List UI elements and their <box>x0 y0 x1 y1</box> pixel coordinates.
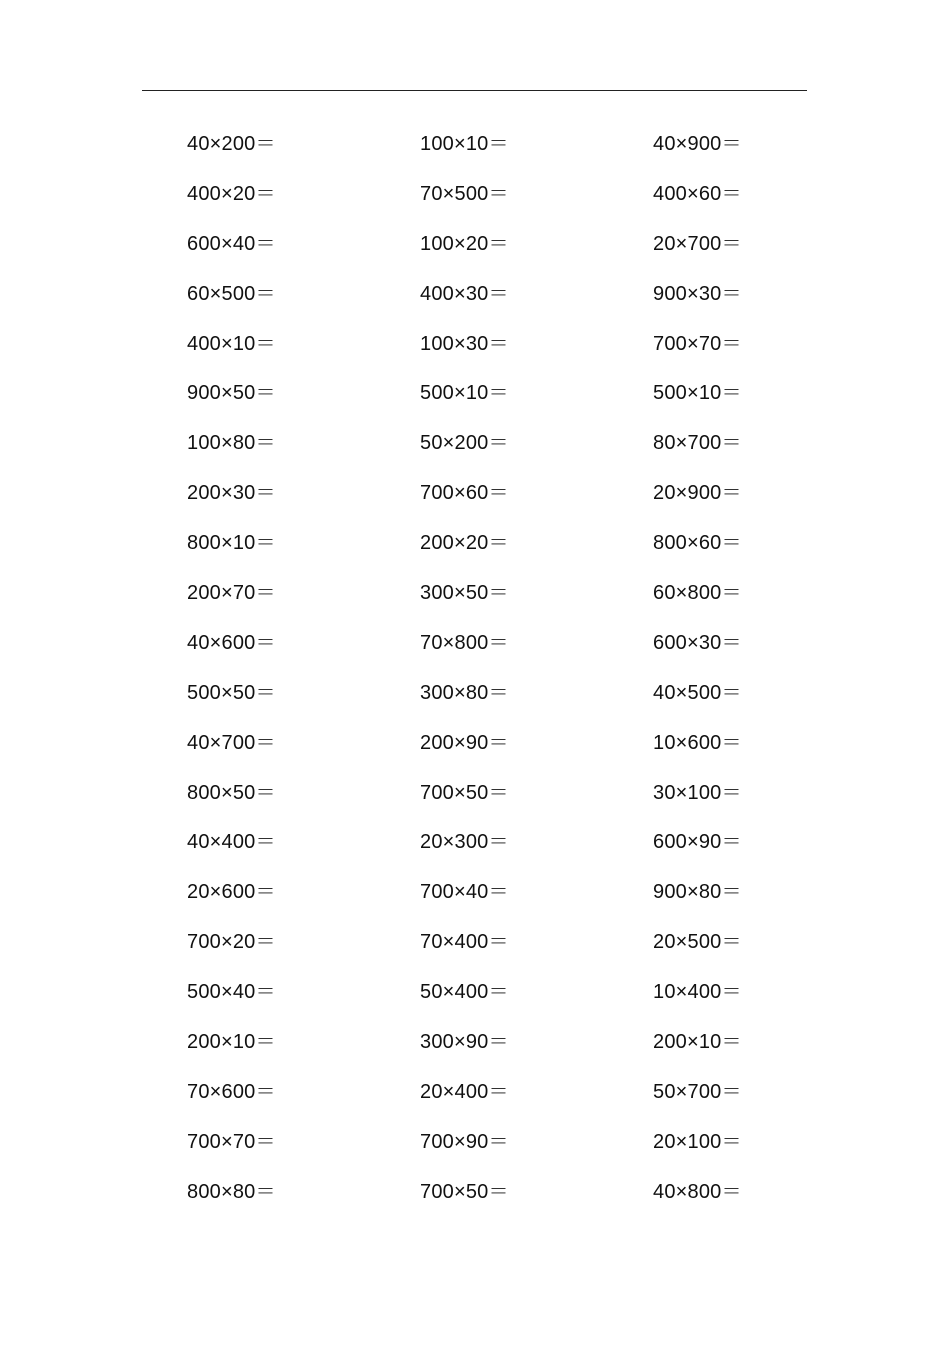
multiplication-problem: 40×500＝ <box>653 681 742 704</box>
multiplication-problem: 50×700＝ <box>653 1080 742 1103</box>
multiplication-problem: 500×50＝ <box>187 681 276 704</box>
multiplication-problem: 700×60＝ <box>420 482 509 505</box>
multiplication-problem: 800×50＝ <box>187 781 276 804</box>
multiplication-problem: 400×30＝ <box>420 282 509 305</box>
multiplication-problem: 800×60＝ <box>653 532 742 555</box>
multiplication-problem: 20×600＝ <box>187 881 276 904</box>
problem-row <box>187 1179 807 1229</box>
multiplication-problem: 40×600＝ <box>187 631 276 654</box>
multiplication-problem: 500×40＝ <box>187 981 276 1004</box>
multiplication-problem: 70×600＝ <box>187 1080 276 1103</box>
multiplication-problem: 700×50＝ <box>420 1180 509 1203</box>
multiplication-problem: 40×700＝ <box>187 731 276 754</box>
multiplication-problem: 700×50＝ <box>420 781 509 804</box>
multiplication-problem: 600×40＝ <box>187 232 276 255</box>
multiplication-problem: 900×50＝ <box>187 382 276 405</box>
multiplication-problem: 200×10＝ <box>653 1031 742 1054</box>
multiplication-problem: 300×50＝ <box>420 582 509 605</box>
multiplication-problem: 200×20＝ <box>420 532 509 555</box>
problem-row <box>187 979 807 1029</box>
multiplication-problem: 300×80＝ <box>420 681 509 704</box>
problem-row <box>187 1029 807 1079</box>
multiplication-problem: 800×80＝ <box>187 1180 276 1203</box>
problem-row <box>187 480 807 530</box>
multiplication-problem: 200×90＝ <box>420 731 509 754</box>
problem-row <box>187 580 807 630</box>
multiplication-problem: 100×20＝ <box>420 232 509 255</box>
multiplication-problem: 600×30＝ <box>653 631 742 654</box>
multiplication-problem: 20×900＝ <box>653 482 742 505</box>
multiplication-problem: 20×500＝ <box>653 931 742 954</box>
multiplication-problem: 500×10＝ <box>420 382 509 405</box>
multiplication-problem: 700×40＝ <box>420 881 509 904</box>
multiplication-problem: 40×900＝ <box>653 133 742 155</box>
multiplication-problem: 900×30＝ <box>653 282 742 305</box>
multiplication-problem: 20×400＝ <box>420 1080 509 1103</box>
multiplication-problem: 20×300＝ <box>420 831 509 854</box>
multiplication-problem: 30×100＝ <box>653 781 742 804</box>
problem-row <box>187 430 807 480</box>
multiplication-problem: 700×70＝ <box>187 1130 276 1153</box>
multiplication-problem: 60×500＝ <box>187 282 276 305</box>
problem-row <box>187 131 807 181</box>
multiplication-problem: 80×700＝ <box>653 432 742 455</box>
problem-row <box>187 530 807 580</box>
multiplication-problem: 10×400＝ <box>653 981 742 1004</box>
multiplication-problem: 70×500＝ <box>420 182 509 205</box>
multiplication-problem: 100×10＝ <box>420 133 509 155</box>
multiplication-problem: 200×70＝ <box>187 582 276 605</box>
problem-row <box>187 181 807 231</box>
problem-row <box>187 380 807 430</box>
problem-row <box>187 1079 807 1129</box>
problem-row <box>187 780 807 830</box>
multiplication-problem: 100×30＝ <box>420 332 509 355</box>
multiplication-problem: 20×700＝ <box>653 232 742 255</box>
multiplication-problem: 200×30＝ <box>187 482 276 505</box>
problem-grid <box>187 131 807 1229</box>
problem-row <box>187 331 807 381</box>
multiplication-problem: 10×600＝ <box>653 731 742 754</box>
multiplication-problem: 400×10＝ <box>187 332 276 355</box>
multiplication-problem: 300×90＝ <box>420 1031 509 1054</box>
multiplication-problem: 50×400＝ <box>420 981 509 1004</box>
multiplication-problem: 60×800＝ <box>653 582 742 605</box>
multiplication-problem: 100×80＝ <box>187 432 276 455</box>
multiplication-problem: 700×20＝ <box>187 931 276 954</box>
problem-row <box>187 879 807 929</box>
multiplication-problem: 40×800＝ <box>653 1180 742 1203</box>
multiplication-problem: 40×400＝ <box>187 831 276 854</box>
multiplication-problem: 70×800＝ <box>420 631 509 654</box>
multiplication-problem: 500×10＝ <box>653 382 742 405</box>
header-rule <box>142 90 807 91</box>
problem-row <box>187 829 807 879</box>
multiplication-problem: 200×10＝ <box>187 1031 276 1054</box>
multiplication-problem: 400×20＝ <box>187 182 276 205</box>
multiplication-problem: 400×60＝ <box>653 182 742 205</box>
problem-row <box>187 231 807 281</box>
problem-row <box>187 281 807 331</box>
problem-row <box>187 680 807 730</box>
multiplication-problem: 800×10＝ <box>187 532 276 555</box>
multiplication-problem: 600×90＝ <box>653 831 742 854</box>
problem-row <box>187 929 807 979</box>
multiplication-problem: 70×400＝ <box>420 931 509 954</box>
multiplication-problem: 900×80＝ <box>653 881 742 904</box>
multiplication-problem: 40×200＝ <box>187 133 276 155</box>
problem-row <box>187 730 807 780</box>
multiplication-problem: 700×90＝ <box>420 1130 509 1153</box>
multiplication-problem: 700×70＝ <box>653 332 742 355</box>
problem-row <box>187 630 807 680</box>
multiplication-problem: 20×100＝ <box>653 1130 742 1153</box>
multiplication-problem: 50×200＝ <box>420 432 509 455</box>
problem-row <box>187 1129 807 1179</box>
